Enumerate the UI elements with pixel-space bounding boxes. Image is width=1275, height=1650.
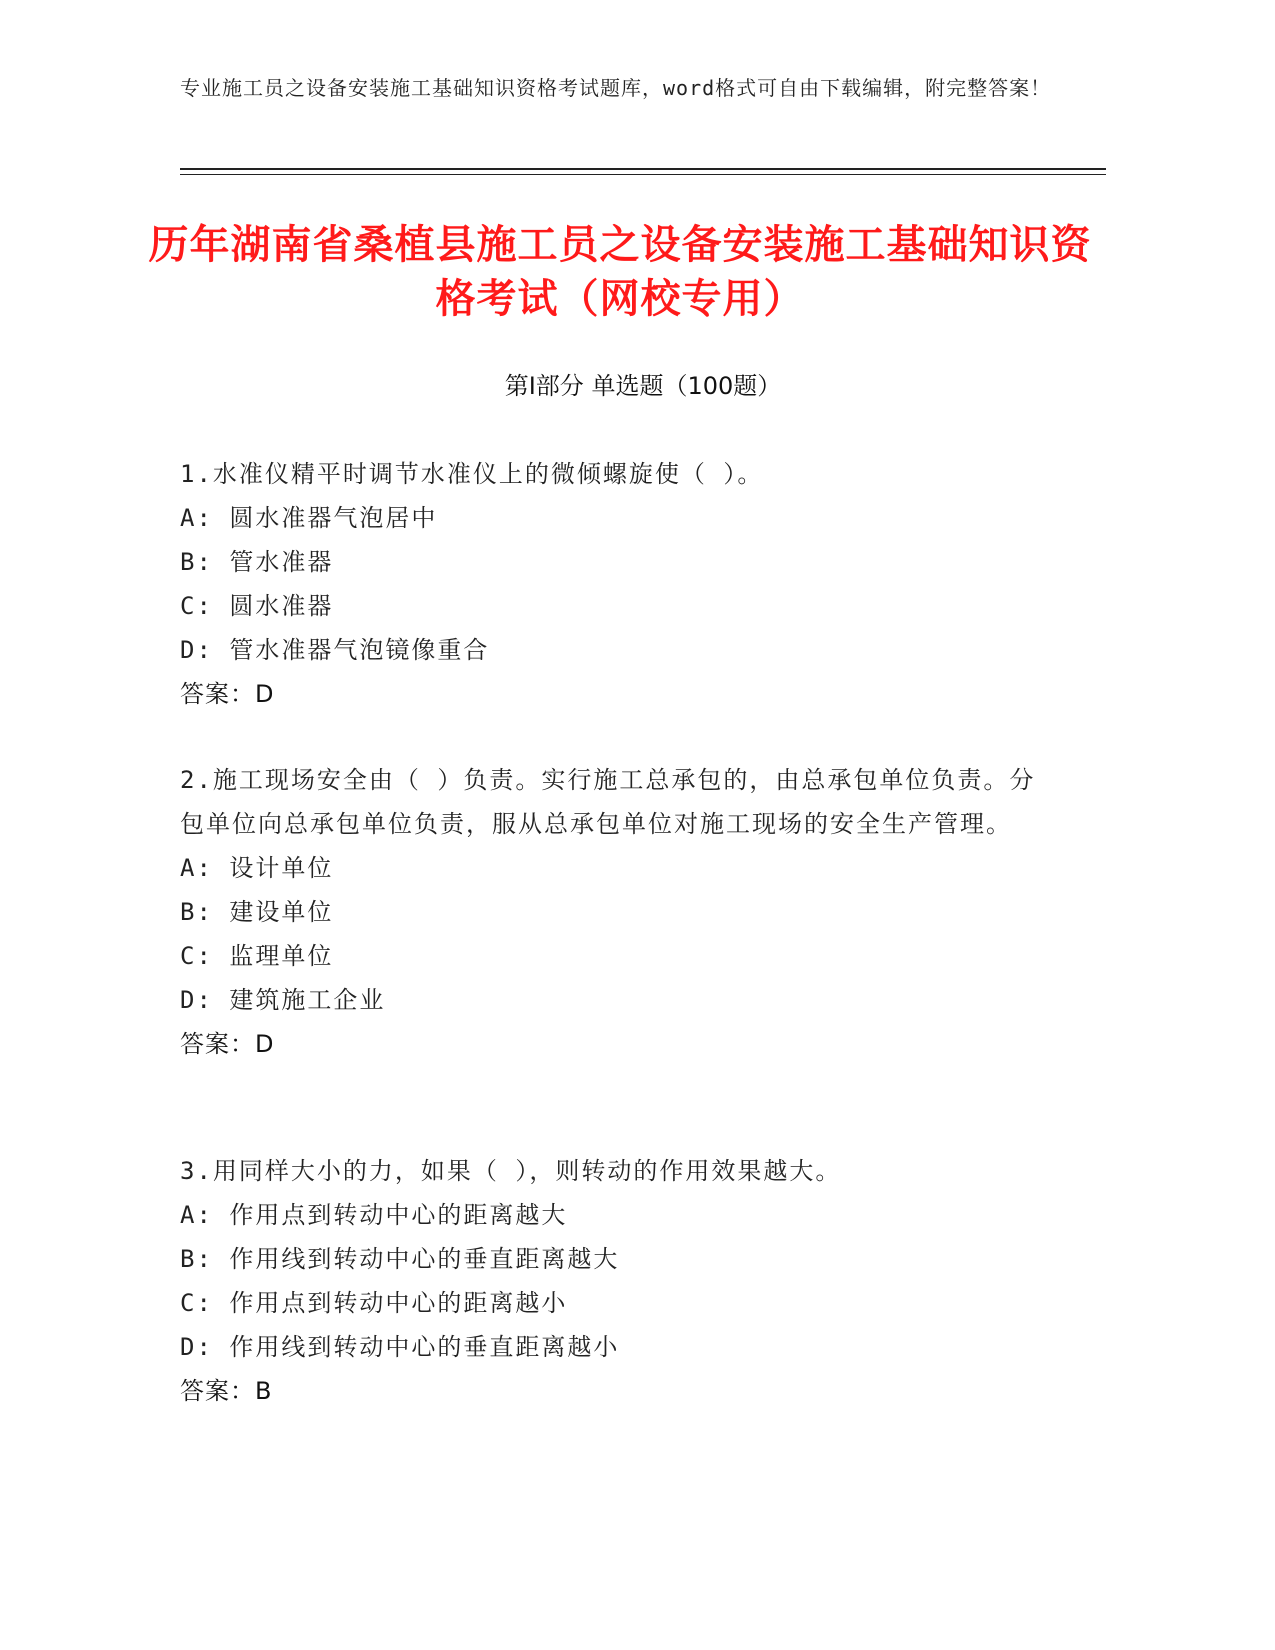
- question-1: [180, 452, 1040, 716]
- question-stem: 3.用同样大小的力，如果（ ），则转动的作用效果越大。: [180, 1157, 842, 1185]
- option-d: D: 建筑施工企业: [180, 986, 386, 1014]
- question-stem: 1.水准仪精平时调节水准仪上的微倾螺旋使（ ）。: [180, 460, 764, 488]
- option-a: A: 设计单位: [180, 854, 334, 882]
- option-b: B: 建设单位: [180, 898, 334, 926]
- question-3: [180, 1149, 1040, 1413]
- option-c: C: 作用点到转动中心的距离越小: [180, 1289, 568, 1317]
- option-d: D: 作用线到转动中心的垂直距离越小: [180, 1333, 620, 1361]
- header-note: 专业施工员之设备安装施工基础知识资格考试题库，word格式可自由下载编辑，附完整答案！: [180, 76, 1052, 100]
- header-divider-thick: [180, 168, 1106, 170]
- answer: 答案：D: [180, 1030, 275, 1058]
- question-2: [180, 758, 1040, 1066]
- option-a: A: 作用点到转动中心的距离越大: [180, 1201, 568, 1229]
- answer: 答案：B: [180, 1377, 273, 1405]
- header-divider-thin: [180, 174, 1106, 175]
- answer: 答案：D: [180, 680, 275, 708]
- option-d: D: 管水准器气泡镜像重合: [180, 636, 490, 664]
- option-c: C: 监理单位: [180, 942, 334, 970]
- option-a: A: 圆水准器气泡居中: [180, 504, 438, 532]
- document-title: 历年湖南省桑植县施工员之设备安装施工基础知识资格考试（网校专用）: [148, 222, 1092, 322]
- question-stem: 2.施工现场安全由（ ）负责。实行施工总承包的，由总承包单位负责。分包单位向总承包单位负责，服从总承包单位对施工现场的安全生产管理。: [180, 766, 1036, 838]
- option-b: B: 管水准器: [180, 548, 334, 576]
- section-title: 第Ⅰ部分 单选题（100题）: [504, 372, 782, 400]
- option-b: B: 作用线到转动中心的垂直距离越大: [180, 1245, 620, 1273]
- option-c: C: 圆水准器: [180, 592, 334, 620]
